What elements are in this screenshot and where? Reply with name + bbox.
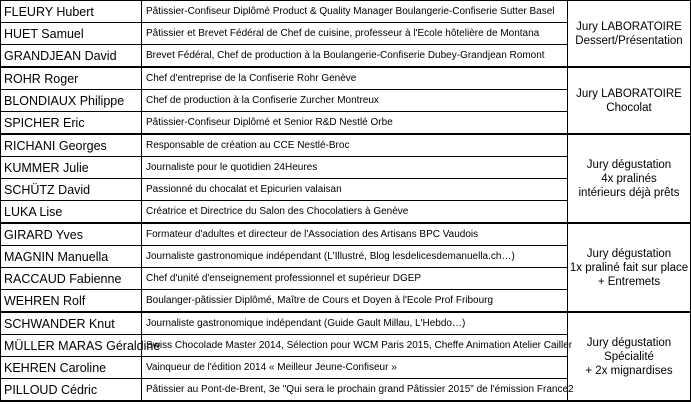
table-row <box>1 223 691 246</box>
member-name: SPICHER Eric <box>1 112 142 135</box>
jury-label-line: Jury LABORATOIRE <box>576 87 682 100</box>
member-name: SCHWANDER Knut <box>1 312 142 335</box>
member-name: MÜLLER MARAS Géraldine <box>1 335 142 357</box>
member-name: LUKA Lise <box>1 201 142 224</box>
jury-category <box>568 67 691 134</box>
member-role: Pâtissier au Pont-de-Brent, 3e "Qui sera le prochain grand Pâtissier 2015" de l'émission France2 <box>142 379 568 402</box>
member-role: Swiss Chocolade Master 2014, Sélection pour WCM Paris 2015, Cheffe Animation Atelier Cailler <box>142 335 568 357</box>
member-role: Formateur d'adultes et directeur de l'Association des Artisans BPC Vaudois <box>142 223 568 246</box>
jury-category <box>568 1 691 68</box>
member-name: KEHREN Caroline <box>1 357 142 379</box>
member-name: FLEURY Hubert <box>1 1 142 23</box>
member-role: Créatrice et Directrice du Salon des Chocolatiers à Genève <box>142 201 568 224</box>
table-row <box>1 134 691 157</box>
member-name: PILLOUD Cédric <box>1 379 142 402</box>
member-name: ROHR Roger <box>1 67 142 90</box>
table-row <box>1 1 691 23</box>
member-name: GRANDJEAN David <box>1 45 142 68</box>
jury-label-line: + 2x mignardises <box>585 364 673 377</box>
member-name: KUMMER Julie <box>1 157 142 179</box>
jury-table-body <box>1 1 691 402</box>
member-role: Pâtissier-Confiseur Diplômé et Senior R&D Nestlé Orbe <box>142 112 568 135</box>
member-role: Journaliste gastronomique indépendant (L'Illustré, Blog lesdelicesdemanuella.ch…) <box>142 246 568 268</box>
jury-label-line: + Entremets <box>597 275 661 288</box>
member-role: Vainqueur de l'édition 2014 « Meilleur Jeune-Confiseur » <box>142 357 568 379</box>
member-role: Pâtissier-Confiseur Diplômé Product & Quality Manager Boulangerie-Confiserie Sutter Basel <box>142 1 568 23</box>
jury-label-line: Chocolat <box>606 101 652 114</box>
table-row <box>1 67 691 90</box>
member-name: GIRARD Yves <box>1 223 142 246</box>
member-role: Pâtissier et Brevet Fédéral de Chef de cuisine, professeur à l'Ecole hôtelière de Montana <box>142 23 568 45</box>
member-role: Journaliste pour le quotidien 24Heures <box>142 157 568 179</box>
member-name: WEHREN Rolf <box>1 290 142 313</box>
member-name: SCHÜTZ David <box>1 179 142 201</box>
jury-category <box>568 312 691 401</box>
member-role: Chef d'entreprise de la Confiserie Rohr Genève <box>142 67 568 90</box>
member-name: RICHANI Georges <box>1 134 142 157</box>
jury-label-line: Spécialité <box>604 350 654 363</box>
member-role: Journaliste gastronomique indépendant (Guide Gault Millau, L'Hebdo…) <box>142 312 568 335</box>
member-name: RACCAUD Fabienne <box>1 268 142 290</box>
member-role: Brevet Fédéral, Chef de production à la Boulangerie-Confiserie Dubey-Grandjean Romont <box>142 45 568 68</box>
table-row <box>1 312 691 335</box>
jury-category <box>568 223 691 312</box>
member-name: HUET Samuel <box>1 23 142 45</box>
jury-label-line: Jury dégustation <box>586 247 672 260</box>
jury-label-line: Dessert/Présentation <box>575 34 683 47</box>
member-role: Chef de production à la Confiserie Zurcher Montreux <box>142 90 568 112</box>
jury-label-line: 4x pralinés <box>601 172 657 185</box>
member-role: Responsable de création au CCE Nestlé-Broc <box>142 134 568 157</box>
jury-label-line: 1x praliné fait sur place <box>569 261 689 274</box>
member-role: Chef d'unité d'enseignement professionnel et supérieur DGEP <box>142 268 568 290</box>
member-name: MAGNIN Manuella <box>1 246 142 268</box>
member-name: BLONDIAUX Philippe <box>1 90 142 112</box>
member-role: Passionné du chocalat et Epicurien valaisan <box>142 179 568 201</box>
jury-label-line: Jury LABORATOIRE <box>576 20 682 33</box>
jury-label-line: Jury dégustation <box>586 158 672 171</box>
jury-label-line: Jury dégustation <box>586 336 672 349</box>
member-role: Boulanger-pâtissier Diplômé, Maître de Cours et Doyen à l'Ecole Prof Fribourg <box>142 290 568 313</box>
jury-label-line: intérieurs déjà prêts <box>578 186 680 199</box>
jury-category <box>568 134 691 223</box>
